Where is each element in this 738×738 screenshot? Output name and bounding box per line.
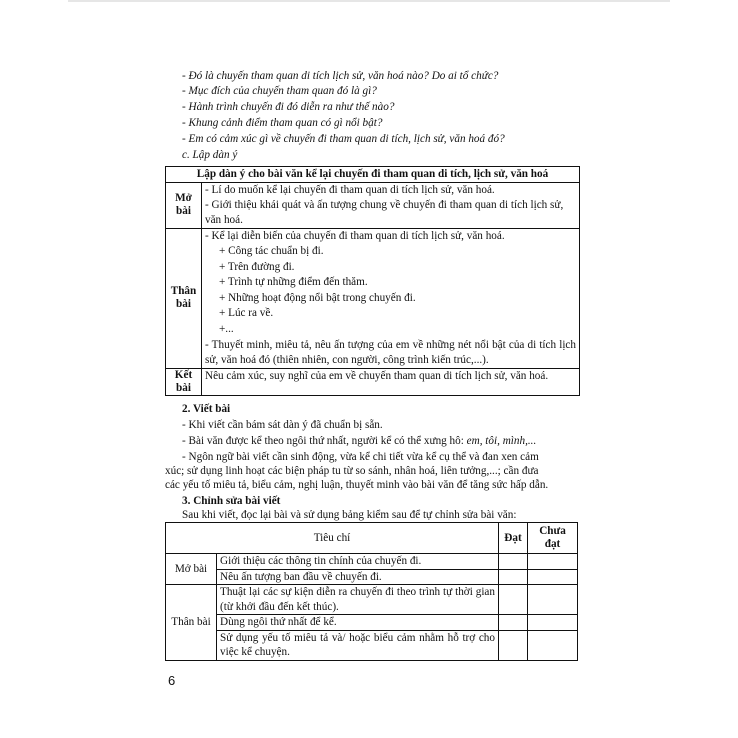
checklist-pass-cell[interactable] bbox=[499, 630, 528, 660]
outline-label-than-bai: Thân bài bbox=[166, 228, 202, 368]
outline-than-bai-outro: - Thuyết minh, miêu tả, nêu ấn tượng của em về những nét nổi bật của di tích lịch sử, văn hoá đó (thiên nhiên, con người, công trình kiến trúc,...). bbox=[205, 338, 576, 366]
checklist-criterion: Giới thiệu các thông tin chính của chuyến đi. bbox=[217, 554, 499, 570]
outline-content-ket-bai: Nêu cảm xúc, suy nghĩ của em về chuyến tham quan di tích lịch sử, văn hoá. bbox=[202, 368, 580, 395]
page-number: 6 bbox=[168, 673, 176, 688]
checklist-row bbox=[166, 615, 578, 631]
section-2-paragraph-line-1: - Ngôn ngữ bài viết cần sinh động, vừa kể chi tiết vừa kể cụ thể và đan xen cảm bbox=[182, 451, 539, 463]
question-4: - Khung cảnh điểm tham quan có gì nổi bật? bbox=[182, 117, 383, 129]
section-3-heading: 3. Chỉnh sửa bài viết bbox=[182, 495, 281, 507]
checklist-header-fail: Chưa đạt bbox=[528, 523, 578, 554]
section-2-paragraph-line-2: xúc; sử dụng linh hoạt các biện pháp tu từ so sánh, nhân hoá, liên tưởng,...; cần đưa bbox=[165, 465, 539, 477]
section-2-line-2-pronouns: em, tôi, mình,... bbox=[466, 435, 537, 447]
outline-than-bai-sub: +... bbox=[219, 323, 234, 336]
outline-content-mo-bai bbox=[202, 182, 580, 228]
checklist-label-than-bai: Thân bài bbox=[166, 585, 217, 661]
section-2-line-2 bbox=[182, 434, 536, 448]
question-2: - Mục đích của chuyến tham quan đó là gì? bbox=[182, 85, 377, 97]
checklist-pass-cell[interactable] bbox=[499, 569, 528, 585]
outline-than-bai-intro: - Kể lại diễn biến của chuyến đi tham quan di tích lịch sử, văn hoá. bbox=[205, 229, 505, 242]
outline-row-mo-bai bbox=[166, 182, 580, 228]
outline-row-than-bai bbox=[166, 228, 580, 368]
checklist-fail-cell[interactable] bbox=[528, 585, 578, 615]
checklist-pass-cell[interactable] bbox=[499, 615, 528, 631]
section-2-heading: 2. Viết bài bbox=[182, 403, 231, 415]
checklist-header-row bbox=[166, 523, 578, 554]
outline-content-than-bai bbox=[202, 228, 580, 368]
outline-label-ket-bai: Kết bài bbox=[166, 368, 202, 395]
question-1: - Đó là chuyến tham quan di tích lịch sử, văn hoá nào? Do ai tổ chức? bbox=[182, 70, 499, 82]
checklist-table bbox=[165, 522, 578, 661]
checklist-row bbox=[166, 554, 578, 570]
outline-than-bai-sub: + Những hoạt động nổi bật trong chuyến đi. bbox=[219, 291, 416, 304]
section-3-intro: Sau khi viết, đọc lại bài và sử dụng bảng kiểm sau để tự chỉnh sửa bài văn: bbox=[182, 509, 517, 521]
section-2-paragraph-line-3: các yếu tố miêu tả, biểu cảm, nghị luận, thuyết minh vào bài văn để tăng sức hấp dẫn. bbox=[165, 479, 549, 491]
outline-label-mo-bai: Mở bài bbox=[166, 182, 202, 228]
question-3: - Hành trình chuyến đi đó diễn ra như thế nào? bbox=[182, 101, 395, 113]
outline-row-ket-bai bbox=[166, 368, 580, 395]
checklist-criterion: Sử dụng yếu tố miêu tả và/ hoặc biểu cảm nhằm hỗ trợ cho việc kể chuyện. bbox=[217, 630, 499, 660]
outline-table bbox=[165, 166, 580, 396]
checklist-fail-cell[interactable] bbox=[528, 630, 578, 660]
checklist-row bbox=[166, 569, 578, 585]
outline-than-bai-sub: + Công tác chuẩn bị đi. bbox=[219, 245, 324, 258]
checklist-fail-cell[interactable] bbox=[528, 569, 578, 585]
checklist-fail-cell[interactable] bbox=[528, 615, 578, 631]
checklist-criterion: Thuật lại các sự kiện diễn ra chuyến đi theo trình tự thời gian (từ khởi đầu đến kết thúc). bbox=[217, 585, 499, 615]
question-5: - Em có cảm xúc gì về chuyến đi tham quan di tích, lịch sử, văn hoá đó? bbox=[182, 133, 505, 145]
section-2-line-1: - Khi viết cần bám sát dàn ý đã chuẩn bị sẵn. bbox=[182, 419, 383, 431]
outline-table-header-row bbox=[166, 167, 580, 183]
checklist-header-criteria: Tiêu chí bbox=[166, 523, 499, 554]
checklist-fail-cell[interactable] bbox=[528, 554, 578, 570]
checklist-row bbox=[166, 585, 578, 615]
checklist-row bbox=[166, 630, 578, 660]
section-c-heading: c. Lập dàn ý bbox=[182, 149, 238, 161]
outline-than-bai-sub: + Trên đường đi. bbox=[219, 260, 295, 273]
checklist-criterion: Dùng ngôi thứ nhất để kể. bbox=[217, 615, 499, 631]
outline-table-title: Lập dàn ý cho bài văn kể lại chuyến đi tham quan di tích, lịch sử, văn hoá bbox=[166, 167, 580, 183]
section-2-line-2-text: - Bài văn được kể theo ngôi thứ nhất, người kể có thể xưng hô: bbox=[182, 435, 467, 447]
checklist-header-pass: Đạt bbox=[499, 523, 528, 554]
outline-than-bai-sub: + Lúc ra về. bbox=[219, 307, 274, 320]
checklist-pass-cell[interactable] bbox=[499, 554, 528, 570]
checklist-criterion: Nêu ấn tượng ban đầu về chuyến đi. bbox=[217, 569, 499, 585]
outline-mo-bai-line: - Lí do muốn kể lại chuyến đi tham quan di tích lịch sử, văn hoá. bbox=[205, 183, 495, 196]
checklist-pass-cell[interactable] bbox=[499, 585, 528, 615]
outline-mo-bai-line: - Giới thiệu khái quát và ấn tượng chung về chuyến đi tham quan di tích lịch sử, văn hoá. bbox=[205, 198, 564, 226]
checklist-label-mo-bai: Mở bài bbox=[166, 554, 217, 585]
outline-than-bai-sub: + Trình tự những điểm đến thăm. bbox=[219, 276, 368, 289]
